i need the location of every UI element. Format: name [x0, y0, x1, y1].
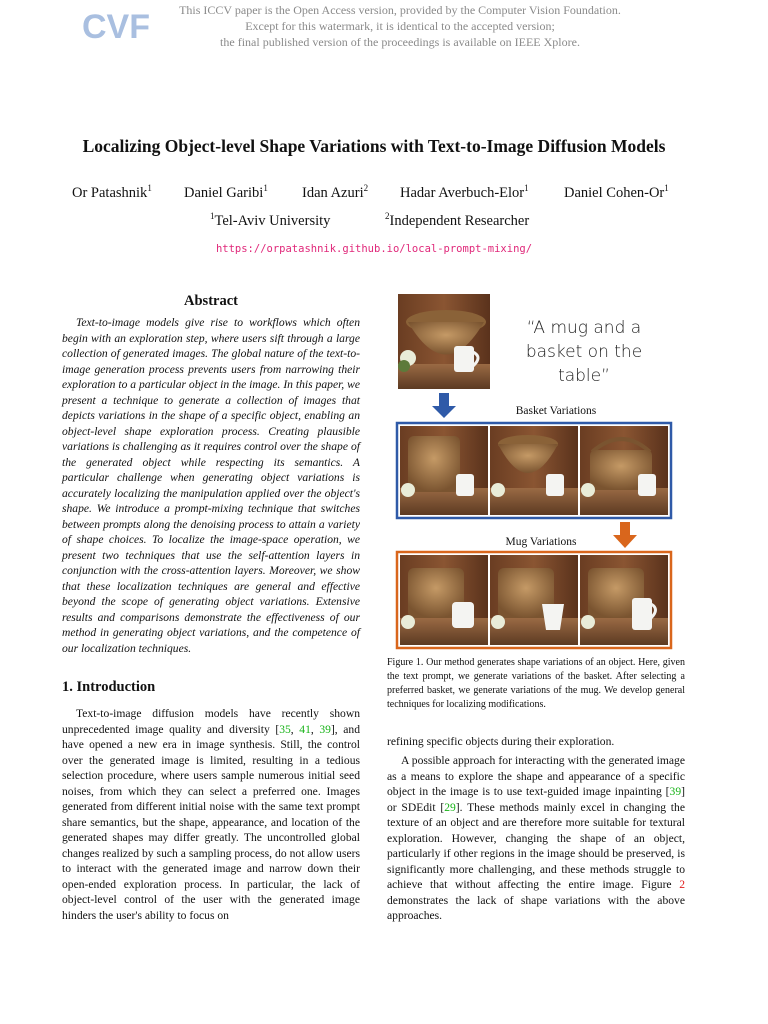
author-2: Daniel Garibi$^1$	[184, 183, 268, 201]
basket-variations-label: Basket Variations	[515, 405, 597, 417]
author-1: Or Patashnik$^1$	[72, 183, 152, 201]
watermark-line-1: This ICCV paper is the Open Access version, provided by the Computer Vision Foundation.	[179, 3, 621, 17]
right-column-paragraph-2: A possible approach for interacting with the generated image as a means to explore the shape and appearance of a specific object in the image is to use text-guided image inpainting [39] or SDEdit [29]. These methods mainly excel in changing the texture of an object and are therefore more suitable for textural exploration. However, changing the shape of an object, particularly if other regions in the image should be preserved, is significantly more challenging, and these methods struggle to achieve that without affecting the entire image. Figure 2 demonstrates the lack of shape variations with the above approaches.	[387, 754, 685, 922]
citation-link[interactable]: 39	[319, 722, 331, 736]
introduction-heading: 1. Introduction	[62, 679, 156, 695]
paper-title: Localizing Object-level Shape Variations with Text-to-Image Diffusion Models	[82, 136, 666, 156]
citation-link[interactable]: 41	[299, 722, 311, 736]
figure-1-caption: Figure 1. Our method generates shape variations of an object. Here, given the text prompt, we generate variations of the basket. After selecting a preferred basket, we generate variations of the mug. We develop general techniques for localizing modifications.	[387, 657, 685, 710]
figure-reference-link[interactable]: 2	[679, 878, 685, 891]
abstract-heading: Abstract	[184, 293, 238, 309]
cvf-logo-text: CVF	[82, 8, 150, 46]
introduction-paragraph: Text-to-image diffusion models have recently shown unprecedented image quality and diversity [35, 41, 39], and have opened a new era in image synthesis. Still, the control over the generated image is limited, resulting in a tedious selection procedure, where users sample numerous initial seed noises, from which they can select a preferred one. Images generated from different initial noise with the same text prompt share semantics, but the shape, appearance, and location of the generated shapes may differ greatly. The uncontrolled global changes realized by such a sampling process, do not allow users to interact with the generated image and narrow down their open-ended exploration process. In particular, the lack of object-level control of the user with the generated image hinders the user's ability to focus on	[62, 707, 361, 922]
watermark-line-3: the final published version of the proceedings is available on IEEE Xplore.	[220, 35, 580, 49]
arrow-down-icon	[432, 393, 456, 418]
mug-variations-label: Mug Variations	[505, 536, 577, 548]
author-3: Idan Azuri$^2$	[302, 183, 369, 201]
right-column-paragraph-1: refining specific objects during their exploration.	[387, 735, 615, 748]
affiliation-1: $^1$Tel-Aviv University	[210, 211, 331, 229]
mug-variation-3	[580, 555, 668, 645]
citation-link[interactable]: 29	[444, 800, 456, 814]
basket-variation-3	[580, 426, 668, 515]
affiliation-2: $^2$Independent Researcher	[385, 211, 530, 229]
citation-link[interactable]: 39	[669, 785, 682, 798]
mug-variation-1	[400, 555, 488, 645]
author-5: Daniel Cohen-Or$^1$	[564, 183, 669, 201]
project-url-link[interactable]: https://orpatashnik.github.io/local-prompt-mixing/	[215, 243, 533, 255]
abstract-body: Text-to-image models give rise to workflows which often begin with an exploration step, where users sift through a large collection of generated images. The global nature of the text-to-image generation process prevents users from narrowing their exploration to a particular object in the image. In this paper, we present a technique to generate a collection of images that depicts variations in the shape of a specific object, enabling an object-level shape exploration process. Creating plausible variations is challenging as it requires control over the shape of the generated object while respecting its semantics. A particular challenge when generating object variations is accurately localizing the manipulation applied over the object's shape. We introduce a prompt-mixing technique that switches between prompts along the denoising process to attain a variety of shape choices. To localize the image-space operation, we present two techniques that use the self-attention layers in conjunction with the cross-attention layers. Moreover, we show that these localization techniques are general and effective beyond the scope of generating object variations. Extensive results and comparisons demonstrate the effectiveness of our method in generating object variations, and the competence of our localization techniques.	[62, 316, 360, 655]
mug-variation-2	[490, 555, 578, 645]
figure-prompt-quote: “A mug and a basket on the table”	[525, 318, 643, 386]
watermark-line-2: Except for this watermark, it is identical to the accepted version;	[245, 19, 555, 33]
arrow-down-icon	[613, 522, 637, 548]
basket-variation-1	[400, 426, 488, 515]
basket-variation-2	[490, 426, 578, 515]
watermark	[160, 2, 640, 50]
source-image	[398, 294, 490, 389]
author-4: Hadar Averbuch-Elor$^1$	[400, 183, 529, 201]
citation-link[interactable]: 35	[279, 722, 291, 736]
cvf-logo	[82, 8, 150, 46]
